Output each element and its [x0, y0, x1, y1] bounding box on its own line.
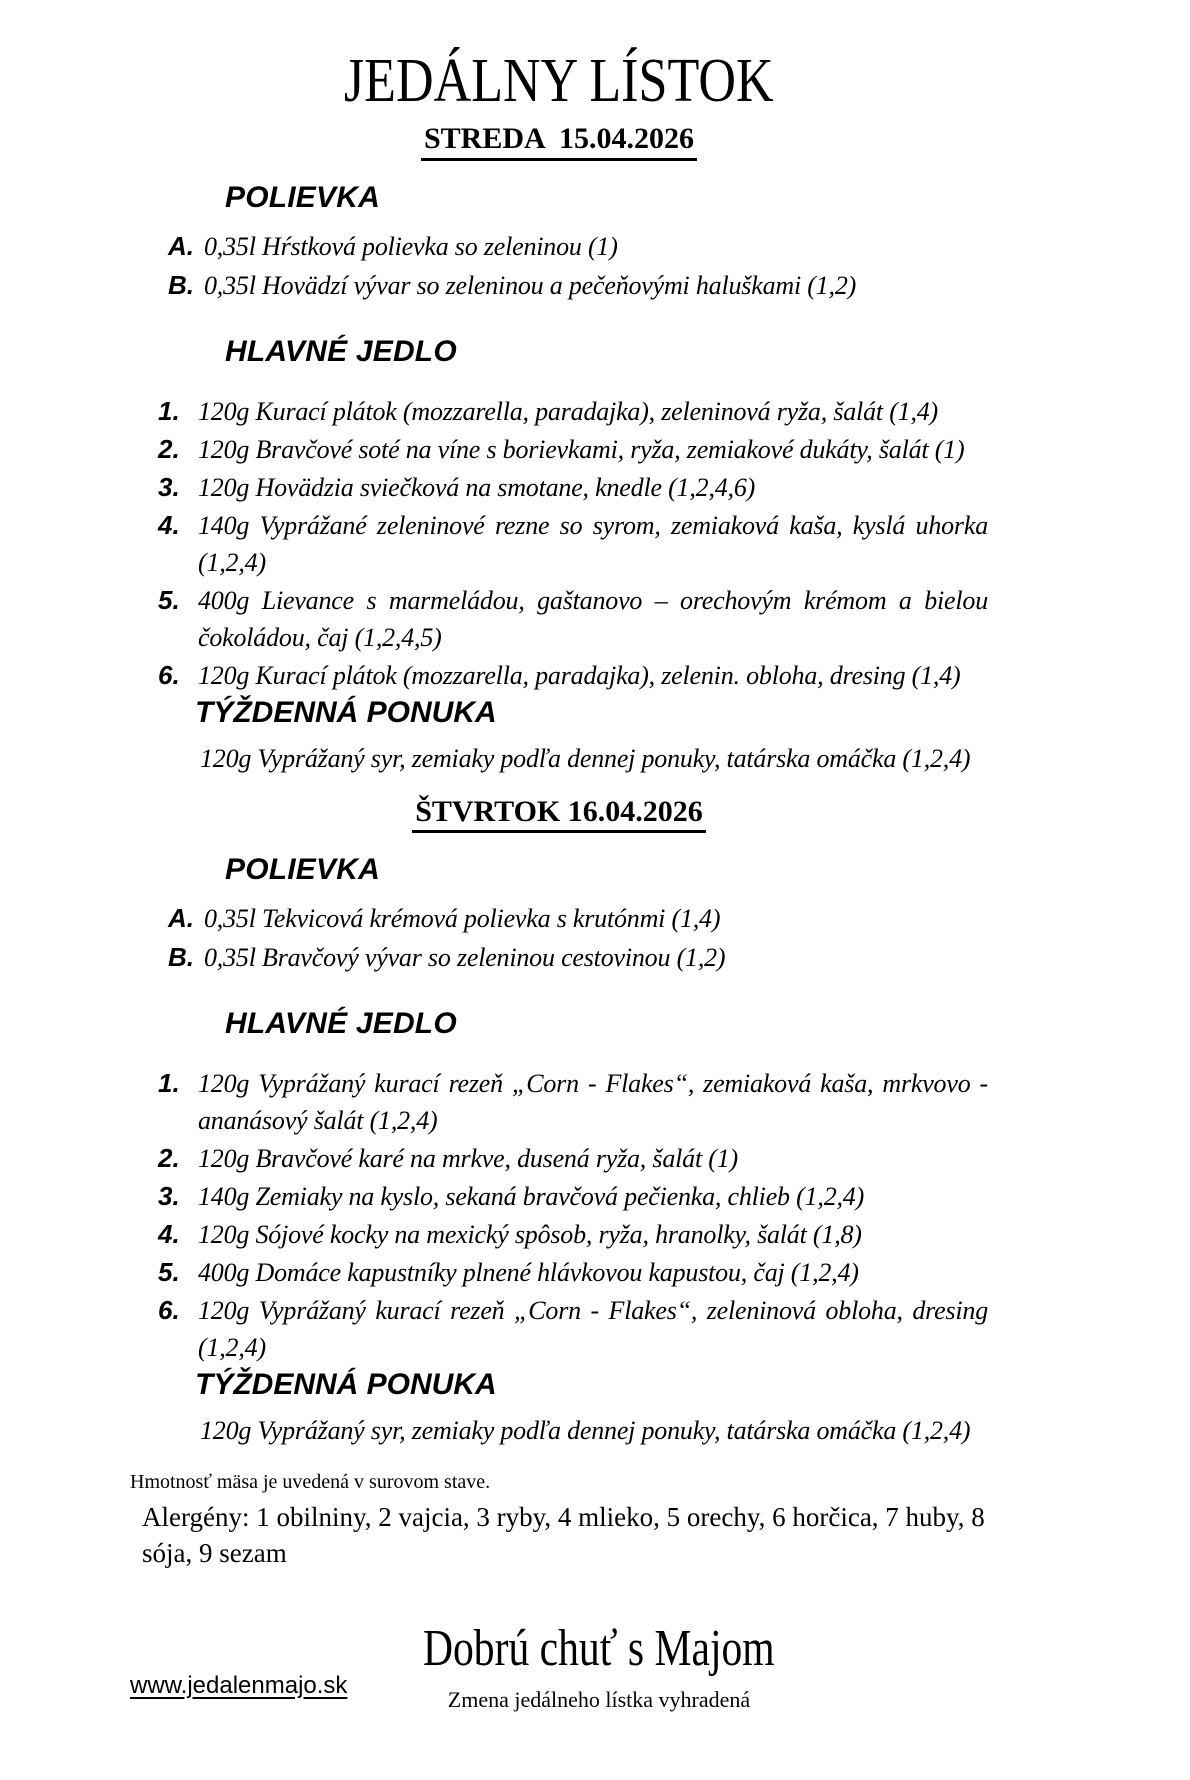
main-course-item — [158, 1178, 988, 1215]
soup-heading: POLIEVKA — [225, 853, 380, 886]
footer — [130, 1620, 988, 1780]
day-section-stvrtok — [130, 795, 988, 1450]
soup-text: 0,35l Bravčový vývar so zeleninou cestovinou (1,2) — [204, 943, 726, 972]
main-course-item — [158, 469, 988, 506]
main-course-item — [158, 657, 988, 694]
menu-content — [130, 47, 988, 1780]
main-course-number: 1. — [158, 1068, 180, 1098]
main-course-number: 5. — [158, 584, 180, 615]
soup-item — [168, 899, 988, 938]
main-course-number: 1. — [158, 395, 180, 426]
day-heading — [130, 795, 988, 834]
main-course-text: 120g Sójové kocky na mexický spôsob, ryža, hranolky, šalát (1,8) — [198, 1220, 862, 1249]
main-course-item — [158, 1065, 988, 1139]
main-course-number: 3. — [158, 471, 180, 502]
soup-label: B. — [168, 269, 194, 300]
weekly-offer-heading: TÝŽDENNÁ PONUKA — [195, 695, 497, 729]
soup-item — [168, 227, 988, 266]
main-course-item — [158, 393, 988, 430]
main-course-number: 6. — [158, 1295, 180, 1325]
main-course-item — [158, 1216, 988, 1253]
soup-label: A. — [168, 903, 194, 933]
disclaimer-text: Zmena jedálneho lístka vyhradená — [447, 1687, 751, 1713]
main-course-item — [158, 507, 988, 581]
soup-item — [168, 266, 988, 305]
page-title-text: JEDÁLNY LÍSTOK — [344, 47, 774, 115]
day-section-streda — [130, 122, 988, 777]
main-course-text: 120g Vyprážaný kurací rezeň „Corn - Flakes“, zemiaková kaša, mrkvovo - ananásový šalát (1,2,4) — [198, 1069, 988, 1135]
main-course-item — [158, 1140, 988, 1177]
day-heading-text: ŠTVRTOK 16.04.2026 — [412, 795, 706, 834]
main-course-number: 4. — [158, 1219, 180, 1249]
main-course-text: 120g Vyprážaný kurací rezeň „Corn - Flakes“, zeleninová obloha, dresing (1,2,4) — [198, 1296, 988, 1362]
notes-section — [130, 1469, 988, 1572]
soup-label: B. — [168, 942, 194, 972]
main-course-text: 120g Kurací plátok (mozzarella, paradajka), zeleninová ryža, šalát (1,4) — [198, 396, 939, 426]
main-course-number: 6. — [158, 659, 180, 690]
soup-text: 0,35l Hovädzí vývar so zeleninou a pečeňovými haluškami (1,2) — [204, 270, 857, 300]
main-course-text: 120g Bravčové soté na víne s borievkami, ryža, zemiakové dukáty, šalát (1) — [198, 434, 965, 464]
website-link[interactable]: www.jedalenmajo.sk — [130, 1671, 348, 1699]
main-course-number: 3. — [158, 1181, 180, 1211]
main-course-text: 120g Bravčové karé na mrkve, dusená ryža, šalát (1) — [198, 1144, 738, 1173]
weekly-offer-text: 120g Vyprážaný syr, zemiaky podľa dennej ponuky, tatárska omáčka (1,2,4) — [200, 743, 971, 773]
main-course-item — [158, 582, 988, 656]
weekly-offer-text: 120g Vyprážaný syr, zemiaky podľa dennej ponuky, tatárska omáčka (1,2,4) — [200, 1416, 971, 1445]
main-course-text: 120g Kurací plátok (mozzarella, paradajka), zelenin. obloha, dresing (1,4) — [198, 660, 961, 690]
main-course-heading: HLAVNÉ JEDLO — [225, 334, 457, 368]
main-course-number: 2. — [158, 1143, 180, 1173]
soup-text: 0,35l Hŕstková polievka so zeleninou (1) — [204, 231, 618, 261]
page-title — [130, 47, 988, 115]
weekly-offer-heading: TÝŽDENNÁ PONUKA — [195, 1368, 497, 1401]
soup-text: 0,35l Tekvicová krémová polievka s krutónmi (1,4) — [204, 904, 721, 933]
main-course-number: 5. — [158, 1257, 180, 1287]
soup-label: A. — [168, 230, 194, 261]
main-course-item — [158, 1254, 988, 1291]
main-course-heading: HLAVNÉ JEDLO — [225, 1007, 457, 1040]
soup-item — [168, 938, 988, 977]
main-course-text: 400g Lievance s marmeládou, gaštanovo – orechovým krémom a bielou čokoládou, čaj (1,2,4,5) — [198, 585, 988, 652]
main-course-text: 120g Hovädzia sviečková na smotane, knedle (1,2,4,6) — [198, 472, 756, 502]
slogan-text: Dobrú chuť s Majom — [423, 1619, 775, 1677]
main-course-number: 2. — [158, 433, 180, 464]
main-course-item — [158, 1292, 988, 1366]
soup-heading: POLIEVKA — [225, 180, 380, 214]
main-course-number: 4. — [158, 509, 180, 540]
weight-note: Hmotnosť mäsa je uvedená v surovom stave. — [130, 1471, 491, 1493]
main-course-text: 140g Vyprážané zeleninové rezne so syrom, zemiaková kaša, kyslá uhorka (1,2,4) — [198, 510, 988, 577]
day-heading — [130, 122, 988, 161]
slogan-wrap — [210, 1620, 988, 1677]
main-course-item — [158, 431, 988, 468]
main-course-text: 400g Domáce kapustníky plnené hlávkovou kapustou, čaj (1,2,4) — [198, 1258, 859, 1287]
allergens-note: Alergény: 1 obilniny, 2 vajcia, 3 ryby, 4 mlieko, 5 orechy, 6 horčica, 7 huby, 8 sója, 9 sezam — [142, 1502, 985, 1569]
day-heading-text: STREDA 15.04.2026 — [421, 122, 697, 161]
main-course-text: 140g Zemiaky na kyslo, sekaná bravčová pečienka, chlieb (1,2,4) — [198, 1182, 865, 1211]
